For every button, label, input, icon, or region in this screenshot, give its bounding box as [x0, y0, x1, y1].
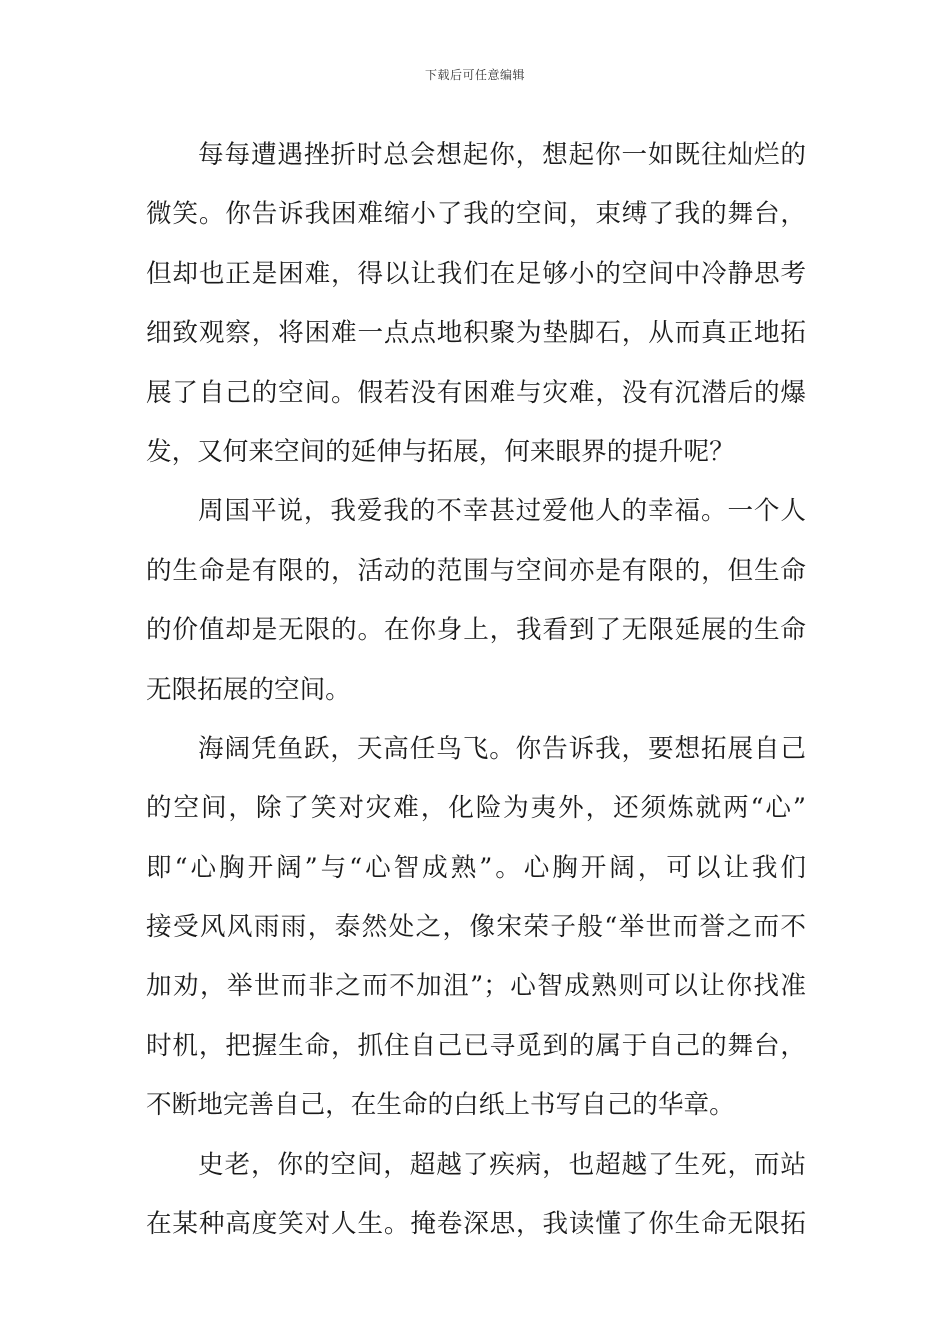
- paragraph-3-line-1: 海阔凭鱼跃，天高任鸟飞。你告诉我，要想拓展自己: [198, 733, 806, 764]
- paragraph-1-line-5: 展了自己的空间。假若没有困难与灾难，没有沉潜后的爆: [146, 377, 806, 408]
- paragraph-4-line-1: 史老，你的空间，超越了疾病，也超越了生死，而站: [198, 1149, 806, 1180]
- paragraph-4-line-2: 在某种高度笑对人生。掩卷深思，我读懂了你生命无限拓: [146, 1209, 806, 1240]
- page-header: 下载后可任意编辑: [424, 68, 525, 82]
- paragraph-3-line-6: 时机，把握生命，抓住自己已寻觅到的属于自己的舞台，: [146, 1030, 806, 1061]
- paragraph-1-line-6: 发，又何来空间的延伸与拓展，何来眼界的提升呢？: [146, 436, 735, 467]
- paragraph-1-line-1: 每每遭遇挫折时总会想起你，想起你一如既往灿烂的: [198, 140, 806, 170]
- paragraph-3-line-5: 加劝，举世而非之而不加沮”；心智成熟则可以让你找准: [146, 971, 806, 1002]
- paragraph-2-line-2: 的生命是有限的，活动的范围与空间亦是有限的，但生命: [146, 555, 806, 586]
- paragraph-1-line-4: 细致观察，将困难一点点地积聚为垫脚石，从而真正地拓: [146, 318, 806, 349]
- paragraph-1-line-2: 微笑。你告诉我困难缩小了我的空间，束缚了我的舞台，: [146, 199, 806, 230]
- paragraph-3-line-7: 不断地完善自己，在生命的白纸上书写自己的华章。: [146, 1090, 735, 1121]
- paragraph-2-line-1: 周国平说，我爱我的不幸甚过爱他人的幸福。一个人: [198, 496, 806, 527]
- document-body: [146, 126, 806, 1254]
- paragraph-2-line-3: 的价值却是无限的。在你身上，我看到了无限延展的生命: [146, 615, 806, 646]
- paragraph-3-line-3: 即“心胸开阔”与“心智成熟”。心胸开阔，可以让我们: [146, 852, 806, 883]
- paragraph-1-line-3: 但却也正是困难，得以让我们在足够小的空间中冷静思考: [146, 258, 806, 289]
- paragraph-3-line-4: 接受风风雨雨，泰然处之，像宋荣子般“举世而誉之而不: [146, 912, 806, 943]
- paragraph-3-line-2: 的空间，除了笑对灾难，化险为夷外，还须炼就两“心”: [146, 793, 806, 824]
- paragraph-2-line-4: 无限拓展的空间。: [146, 674, 351, 705]
